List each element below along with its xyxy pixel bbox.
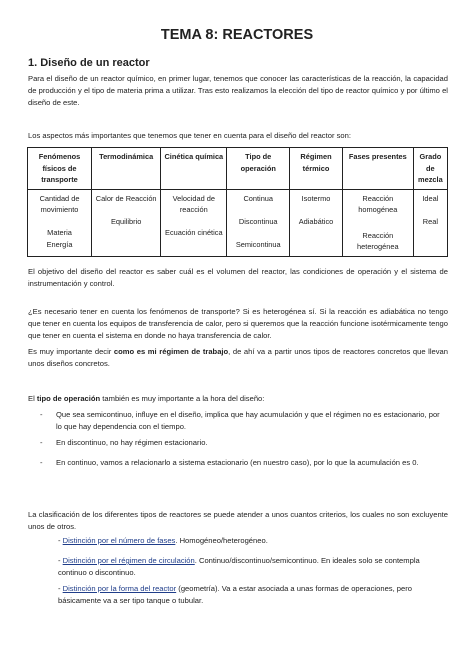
bold-text: tipo de operación [36,394,101,403]
cell-line: Discontinua [238,216,278,226]
table-header: Tipo de operación [227,148,290,190]
table-header: Fases presentes [342,148,413,190]
section-heading: 1. Diseño de un reactor [28,57,150,69]
operation-paragraph [28,393,448,405]
table-header: Grado de mezcla [413,148,447,190]
bullet-marker: - [40,438,43,447]
text-run: . Homogéneo/heterogéneo. [175,536,268,545]
bold-text: como es mi régimen de trabajo [113,347,229,356]
criteria-item [58,535,448,547]
table-cell [161,189,227,256]
table-cell [92,189,161,256]
cell-line: Adiabático [298,216,334,226]
bullet-marker: - [40,458,43,467]
dash-marker: - [58,556,63,565]
criteria-link[interactable]: Distinción por el régimen de circulación [62,556,195,565]
cell-line: Real [422,216,438,226]
table-header-row [28,148,448,190]
cell-line: Ideal [422,193,439,203]
cell-line: Equilibrio [110,216,142,226]
aspects-intro: Los aspectos más importantes que tenemos que tener en cuenta para el diseño del reactor son: [28,131,351,140]
criteria-link[interactable]: Distinción por la forma del reactor [62,584,177,593]
list-item: Que sea semicontinuo, influye en el diseño, implica que hay acumulación y que el régimen no es estacionario, por lo que hay dependencia con el tiempo. [56,410,440,431]
table-cell [413,189,447,256]
transport-paragraph: ¿Es necesario tener en cuenta los fenómenos de transporte? Si es heterogénea sí. Si la reacción es adiabática no tengo que tener en cuenta los equipos de transferencia de calor, pero si queremos que la reacción funcione isotérmicamente tengo que tener en cuenta el sistema en donde no haya transferencia de calor. [28,307,448,340]
regime-paragraph [28,346,448,370]
classification-paragraph: La clasificación de los diferentes tipos de reactores se puede atender a unos cuantos criterios, los cuales no son excluyente unos de otros. [28,510,448,531]
cell-line: Semicontinua [235,239,281,249]
criteria-item [58,555,448,579]
cell-line: Cantidad de movimiento [39,193,80,214]
design-aspects-table [27,147,448,257]
table-header: Régimen térmico [290,148,343,190]
text-run: , de ahí va a partir unos tipos de reactores concretos que llevan unos diseños concretos. [28,347,448,368]
cell-line: Materia [47,228,72,237]
cell-line: Calor de Reacción [95,193,157,203]
text-run: El [28,394,37,403]
cell-line: Velocidad de reacción [172,193,215,214]
table-cell [28,189,92,256]
criteria-item [58,583,448,607]
table-header: Termodinámica [92,148,161,190]
table-cell [227,189,290,256]
table-header: Fenómenos físicos de transporte [28,148,92,190]
cell-line: Energía [46,239,73,249]
cell-line: Isotermo [301,193,331,203]
table-cell [290,189,343,256]
cell-line: Ecuación cinética [165,228,223,237]
text-run: . Continuo/discontinuo/semicontinuo. En ideales solo se contempla continuo o discontinuo. [58,556,420,577]
cell-line: Reacción homogénea [358,193,398,214]
intro-paragraph: Para el diseño de un reactor químico, en primer lugar, tenemos que conocer las características de la reacción, la capacidad de producción y el tipo de materia prima a utilizar. Tras esto realizamos la elección del tipo de reactor químico y por último el diseño de este. [28,74,448,107]
page-title: TEMA 8: REACTORES [160,27,314,43]
cell-line: Reacción heterogénea [357,230,399,251]
list-item: En discontinuo, no hay régimen estacionario. [56,438,208,447]
table-row [28,189,448,256]
dash-marker: - [58,584,63,593]
table-header: Cinética química [161,148,227,190]
dash-marker: - [58,536,63,545]
text-run: Es muy importante decir [28,347,114,356]
objective-paragraph: El objetivo del diseño del reactor es saber cuál es el volumen del reactor, las condiciones de operación y el sistema de instrumentación y control. [28,267,448,288]
text-run: también es muy importante a la hora del diseño: [100,394,265,403]
table-cell [342,189,413,256]
bullet-marker: - [40,410,43,419]
list-item: En continuo, vamos a relacionarlo a sistema estacionario (en nuestro caso), por lo que la acumulación es 0. [56,458,419,467]
cell-line: Continua [243,193,274,203]
criteria-link[interactable]: Distinción por el número de fases [62,536,176,545]
text-run: (geometría). Va a estar asociada a unas formas de operaciones, pero básicamente va a ser tipo tanque o tubular. [58,584,413,605]
